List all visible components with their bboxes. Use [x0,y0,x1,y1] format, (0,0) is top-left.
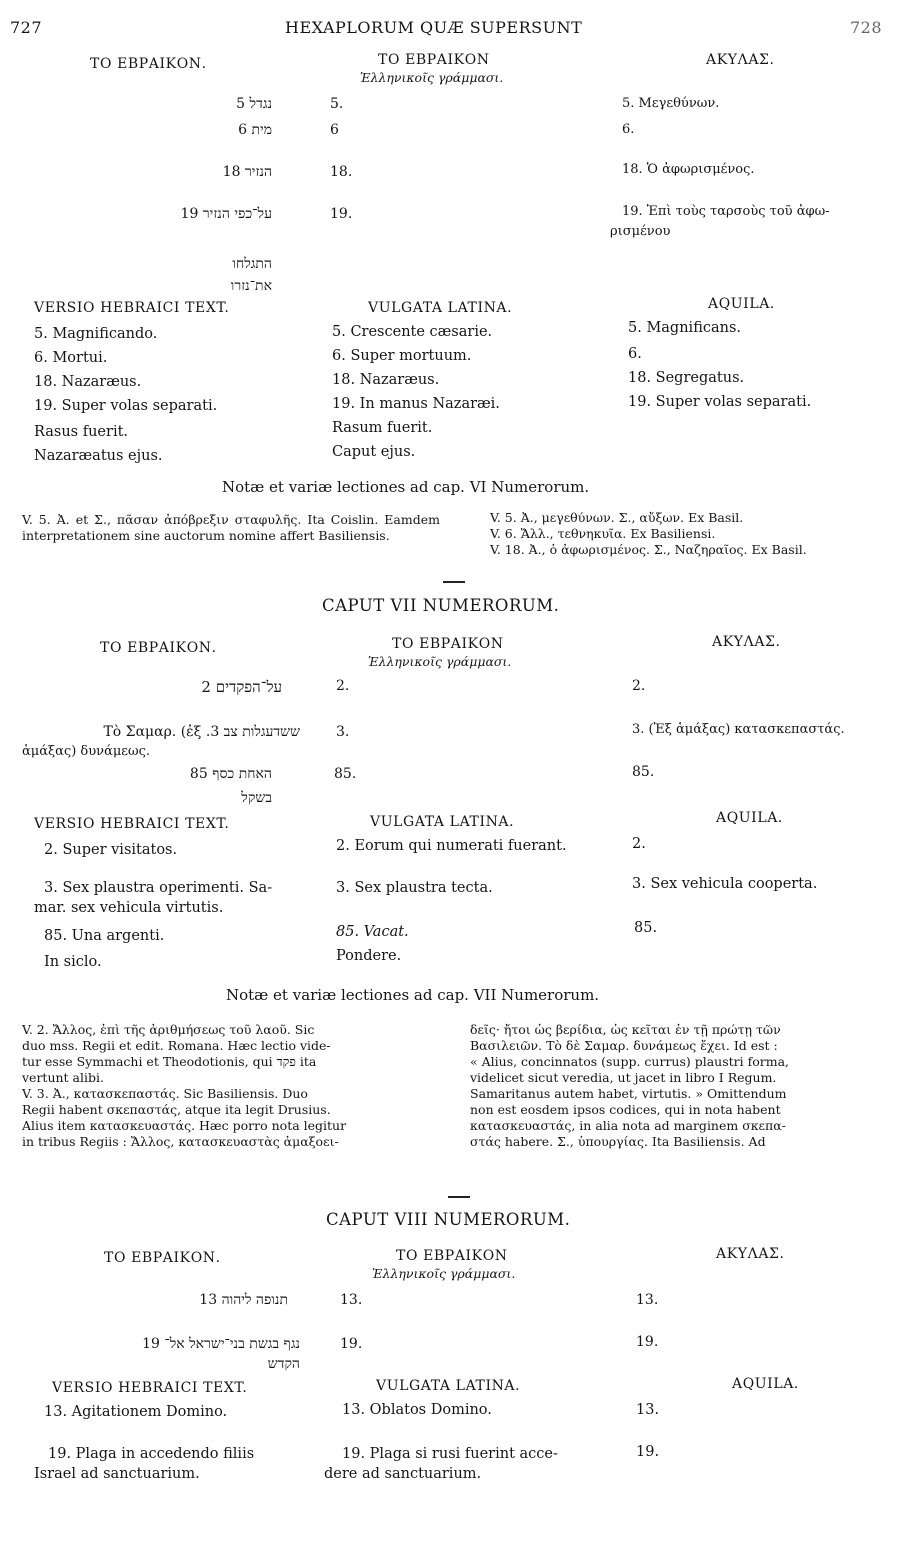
trans-cell: 5. [330,96,344,112]
col-head-transliteration-sub: Ἑλληνικοῖς γράμμασι. [372,1266,516,1281]
col-head-transliteration: ΤΟ ΕΒΡΑΙΚΟΝ [378,52,490,68]
latin-head-vulgata: VULGATA LATINA. [370,814,515,830]
latin-hebrew-cell: 3. Sex plaustra operimenti. Sa- [44,880,273,896]
hebrew-cell: תנופה ליהוה 13 [199,1292,288,1308]
note-right-line: δεῖς· ἤτοι ὡς βερίδια, ὡς κεῖται ἐν τῇ πρώτῃ τῶν [470,1022,781,1037]
note-right-line: videlicet sicut veredia, ut jacet in libro I Regum. [470,1070,777,1085]
col-head-transliteration-sub: Ἑλληνικοῖς γράμμασι. [368,654,512,669]
col-head-transliteration: ΤΟ ΕΒΡΑΙΚΟΝ [392,636,504,652]
note-left-line: in tribus Regiis : Ἄλλος, κατασκευαστὰς ἀμαξοει- [22,1134,339,1149]
note-right-line: κατασκευαστάς, in alia nota ad marginem σκεπα- [470,1118,786,1133]
latin-head-hebrew: VERSIO HEBRAICI TEXT. [52,1380,248,1396]
latin-vulgata-cell: 18. Nazaræus. [332,372,440,388]
col-head-hebrew: ΤΟ ΕΒΡΑΙΚΟΝ. [104,1250,221,1266]
aquila-cell: 19. [636,1334,659,1350]
latin-vulgata-cell: 3. Sex plaustra tecta. [336,880,493,896]
note-right-line: V. 6. Ἄλλ., τεθνηκυῖα. Ex Basiliensi. [490,526,716,541]
hebrew-cell: האחת כסף 85 [189,766,272,782]
latin-hebrew-cell: Rasus fuerit. [34,424,129,440]
hebrew-cell: מית 6 [238,122,272,138]
latin-vulgata-cell: Caput ejus. [332,444,416,460]
latin-aquila-cell: 18. Segregatus. [628,370,745,386]
hebrew-cell-cont: ἁμάξας) δυνάμεως. [22,744,151,759]
note-right-line: Samaritanus autem habet, virtutis. » Omittendum [470,1086,787,1101]
col-head-transliteration: ΤΟ ΕΒΡΑΙΚΟΝ [396,1248,508,1264]
notes-title: Notæ et variæ lectiones ad cap. VII Numerorum. [226,986,600,1004]
page-number-right: 728 [850,18,883,37]
latin-hebrew-cell: 19. Plaga in accedendo filiis [48,1446,255,1462]
aquila-cell: 85. [632,764,655,780]
aquila-cell: 19. Ἐπὶ τοὺς ταρσοὺς τοῦ ἀφω- [622,204,830,219]
latin-vulgata-cell: 5. Crescente cæsarie. [332,324,493,340]
latin-hebrew-cell-cont: Israel ad sanctuarium. [34,1466,200,1482]
note-left-line: duo mss. Regii et edit. Romana. Hæc lectio vide- [22,1038,331,1053]
latin-head-hebrew: VERSIO HEBRAICI TEXT. [34,300,230,316]
aquila-cell: 3. (Ἐξ ἁμάξας) κατασκεπαστάς. [632,722,845,737]
latin-hebrew-cell-cont: mar. sex vehicula virtutis. [34,900,224,916]
latin-hebrew-cell: In siclo. [44,954,102,970]
latin-hebrew-cell: 5. Magnificando. [34,326,158,342]
separator-rule [443,581,465,583]
running-title: HEXAPLORUM QUÆ SUPERSUNT [285,18,583,37]
note-right-line: non est eosdem ipsos codices, qui in nota habent [470,1102,781,1117]
trans-cell: 18. [330,164,353,180]
latin-hebrew-cell: 19. Super volas separati. [34,398,218,414]
hebrew-cell-cont: בשקל [241,790,272,806]
aquila-cell: 18. Ὁ ἀφωρισμένος. [622,162,755,177]
latin-aquila-cell: 85. [634,920,658,936]
latin-aquila-cell: 3. Sex vehicula cooperta. [632,876,818,892]
latin-hebrew-cell: 85. Una argenti. [44,928,165,944]
page-number-left: 727 [10,18,43,37]
latin-vulgata-cell: 13. Oblatos Domino. [342,1402,492,1418]
latin-head-aquila: AQUILA. [708,296,775,312]
aquila-cell: 2. [632,678,646,694]
note-right-line: V. 5. Ἀ., μεγεθύνων. Σ., αὔξων. Ex Basil. [490,510,744,525]
latin-vulgata-cell: Rasum fuerit. [332,420,433,436]
trans-cell: 19. [340,1336,363,1352]
chapter-title: CAPUT VII NUMERORUM. [322,596,560,615]
hebrew-cell-extra: את־נזרו [230,278,272,294]
latin-vulgata-cell: 19. Plaga si rusi fuerint acce- [342,1446,558,1462]
latin-hebrew-cell: 18. Nazaræus. [34,374,142,390]
aquila-cell: 5. Μεγεθύνων. [622,96,720,111]
note-left-line: V. 2. Ἄλλος, ἐπὶ τῆς ἀριθμήσεως τοῦ λαοῦ. Sic [22,1022,315,1037]
latin-hebrew-cell: Nazaræatus ejus. [34,448,163,464]
hebrew-cell: נגדל 5 [236,96,272,112]
latin-vulgata-cell-cont: dere ad sanctuarium. [324,1466,482,1482]
hebrew-cell: על־הפקדים 2 [201,678,282,696]
note-left-line: tur esse Symmachi et Theodotionis, qui פקד ita [22,1054,317,1069]
chapter-title: CAPUT VIII NUMERORUM. [326,1210,571,1229]
aquila-cell: 13. [636,1292,659,1308]
note-right-line: στάς habere. Σ., ὑπουργίας. Ita Basiliensis. Ad [470,1134,766,1149]
latin-aquila-cell: 13. [636,1402,660,1418]
note-left-line: Regii habent σκεπαστάς, atque ita legit Drusius. [22,1102,331,1117]
latin-aquila-cell: 19. Super volas separati. [628,394,812,410]
hebrew-cell-extra: התגלחו [232,256,272,272]
note-right-line: Βασιλειῶν. Τὸ δὲ Σαμαρ. δυνάμεως ἔχει. Id est : [470,1038,778,1053]
hebrew-cell: על־כפי הנזיר 19 [180,206,272,222]
latin-aquila-cell: 6. [628,346,642,362]
trans-cell: 2. [336,678,350,694]
latin-hebrew-cell: 13. Agitationem Domino. [44,1404,228,1420]
latin-aquila-cell: 2. [632,836,646,852]
col-head-hebrew: ΤΟ ΕΒΡΑΙΚΟΝ. [100,640,217,656]
note-left-line: V. 3. Ἀ., κατασκεπαστάς. Sic Basiliensis. Duo [22,1086,308,1101]
col-head-aquila: ΑΚΥΛΑΣ. [716,1246,785,1262]
col-head-aquila: ΑΚΥΛΑΣ. [712,634,781,650]
latin-head-vulgata: VULGATA LATINA. [376,1378,521,1394]
latin-vulgata-cell: 19. In manus Nazaræi. [332,396,500,412]
hebrew-cell-cont: הקדש [267,1356,300,1372]
trans-cell: 6 [330,122,339,138]
latin-hebrew-cell: 6. Mortui. [34,350,108,366]
note-right-line: V. 18. Ἀ., ὁ ἀφωρισμένος. Σ., Ναζηραῖος. Ex Basil. [490,542,807,557]
latin-aquila-cell: 19. [636,1444,660,1460]
latin-head-aquila: AQUILA. [732,1376,799,1392]
latin-head-vulgata: VULGATA LATINA. [368,300,513,316]
trans-cell: 3. [336,724,350,740]
latin-aquila-cell: 5. Magnificans. [628,320,742,336]
latin-hebrew-cell: 2. Super visitatos. [44,842,178,858]
col-head-transliteration-sub: Ἑλληνικοῖς γράμμασι. [360,70,504,85]
col-head-hebrew: ΤΟ ΕΒΡΑΙΚΟΝ. [90,56,207,72]
notes-title: Notæ et variæ lectiones ad cap. VI Numerorum. [222,478,590,496]
hebrew-cell: הנזיר 18 [222,164,272,180]
latin-head-aquila: AQUILA. [716,810,783,826]
latin-vulgata-cell: 2. Eorum qui numerati fuerant. [336,838,567,854]
hebrew-cell: נגף בגשת בני־ישראל אל־ 19 [142,1336,300,1352]
latin-vulgata-cell: 85. Vacat. [336,924,409,940]
trans-cell: 85. [334,766,357,782]
col-head-aquila: ΑΚΥΛΑΣ. [706,52,775,68]
aquila-cell-cont: ρισμένου [610,224,671,239]
latin-vulgata-cell: 6. Super mortuum. [332,348,472,364]
note-left: V. 5. Ἀ. et Σ., πᾶσαν ἀπόβρεξιν σταφυλῆς. Ita Coislin. Eamdem interpretationem sine auctorum nomine affert Basiliensis. [22,512,440,543]
aquila-cell: 6. [622,122,635,137]
note-right-line: « Alius, concinnatos (supp. currus) plaustri forma, [470,1054,790,1069]
separator-rule [448,1196,470,1198]
note-left-line: Alius item κατασκευαστάς. Hæc porro nota legitur [22,1118,347,1133]
latin-vulgata-cell: Pondere. [336,948,402,964]
hebrew-cell: ששדעגלות צב 3. Τὸ Σαμαρ. (ἐξ [103,724,300,740]
trans-cell: 13. [340,1292,363,1308]
latin-head-hebrew: VERSIO HEBRAICI TEXT. [34,816,230,832]
note-left-line: vertunt alibi. [22,1070,104,1085]
trans-cell: 19. [330,206,353,222]
